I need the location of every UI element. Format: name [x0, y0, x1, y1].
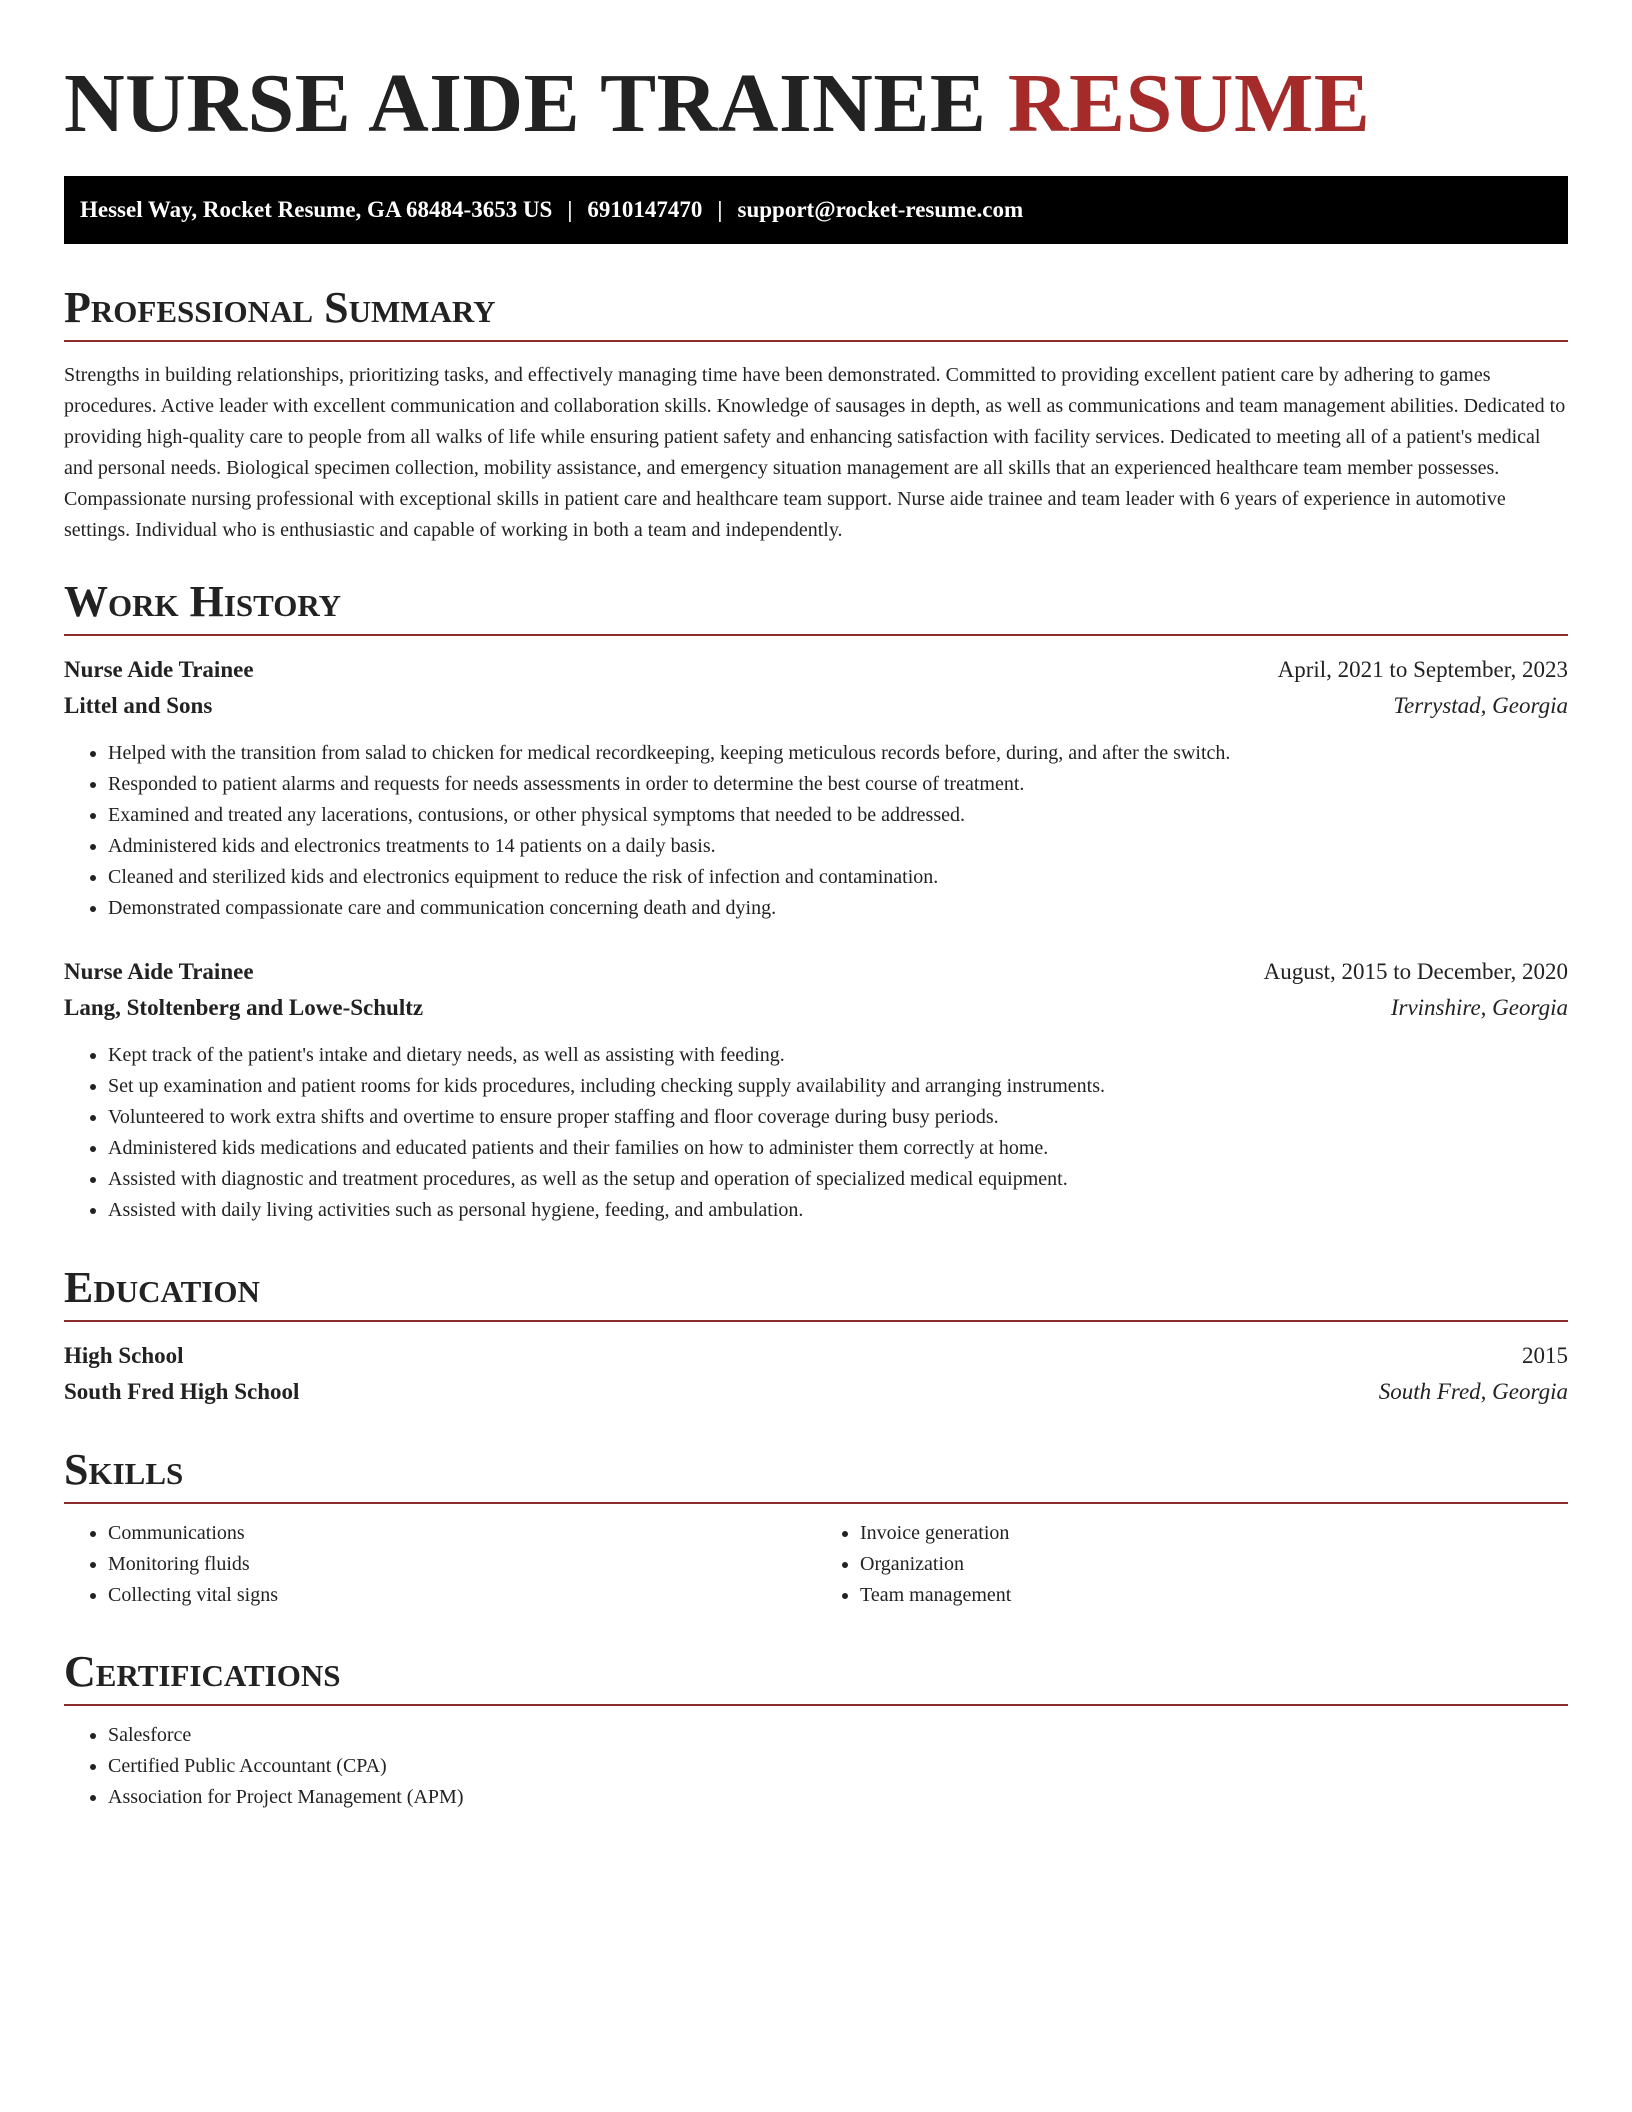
education-degree: High School — [64, 1343, 184, 1368]
list-item: • Responded to patient alarms and requests for needs assessments in order to determine the best course of treatment. — [108, 769, 1568, 800]
job-location: Terrystad, Georgia — [1393, 693, 1568, 718]
list-item: • Collecting vital signs — [108, 1580, 816, 1611]
job-company: Littel and Sons — [64, 693, 213, 718]
list-item: • Team management — [860, 1580, 1568, 1611]
list-item: • Helped with the transition from salad to chicken for medical recordkeeping, keeping meticulous records before, during, and after the switch. — [108, 738, 1568, 769]
summary-heading: Professional Summary — [64, 282, 1568, 342]
job-header-row — [64, 652, 1568, 688]
education-entry — [64, 1338, 1568, 1410]
contact-phone: 6910147470 — [587, 197, 703, 222]
education-year: 2015 — [1522, 1343, 1568, 1368]
job-header-row — [64, 954, 1568, 990]
contact-separator: | — [567, 197, 573, 222]
education-header-row — [64, 1338, 1568, 1374]
list-item: • Monitoring fluids — [108, 1549, 816, 1580]
skills-list-left — [64, 1518, 816, 1611]
education-location: South Fred, Georgia — [1378, 1379, 1568, 1404]
title-accent: RESUME — [1007, 57, 1371, 150]
list-item: • Volunteered to work extra shifts and overtime to ensure proper staffing and floor coverage during busy periods. — [108, 1102, 1568, 1133]
list-item: • Invoice generation — [860, 1518, 1568, 1549]
list-item: • Kept track of the patient's intake and dietary needs, as well as assisting with feeding. — [108, 1040, 1568, 1071]
work-history-section — [64, 576, 1568, 1226]
job-dates: April, 2021 to September, 2023 — [1277, 657, 1568, 682]
summary-section — [64, 282, 1568, 546]
contact-address: Hessel Way, Rocket Resume, GA 68484-3653 US — [80, 197, 553, 222]
contact-email[interactable]: support@rocket-resume.com — [737, 197, 1024, 222]
list-item: • Organization — [860, 1549, 1568, 1580]
contact-separator: | — [717, 197, 723, 222]
list-item: • Assisted with daily living activities such as personal hygiene, feeding, and ambulation. — [108, 1195, 1568, 1226]
job-entry — [64, 652, 1568, 924]
skills-heading: Skills — [64, 1444, 1568, 1504]
skills-section — [64, 1444, 1568, 1611]
education-school: South Fred High School — [64, 1379, 300, 1404]
job-company-row — [64, 990, 1568, 1026]
education-section — [64, 1262, 1568, 1410]
skills-list-right — [816, 1518, 1568, 1611]
job-dates: August, 2015 to December, 2020 — [1263, 959, 1568, 984]
job-company: Lang, Stoltenberg and Lowe-Schultz — [64, 995, 424, 1020]
list-item: • Cleaned and sterilized kids and electronics equipment to reduce the risk of infection and contamination. — [108, 862, 1568, 893]
contact-bar — [64, 176, 1568, 244]
work-history-heading: Work History — [64, 576, 1568, 636]
job-entry — [64, 954, 1568, 1226]
list-item: • Examined and treated any lacerations, contusions, or other physical symptoms that needed to be addressed. — [108, 800, 1568, 831]
list-item: • Assisted with diagnostic and treatment procedures, as well as the setup and operation of specialized medical equipment. — [108, 1164, 1568, 1195]
job-bullets — [64, 1040, 1568, 1226]
list-item: • Association for Project Management (APM) — [108, 1782, 1568, 1813]
job-location: Irvinshire, Georgia — [1390, 995, 1568, 1020]
list-item: • Set up examination and patient rooms for kids procedures, including checking supply availability and arranging instruments. — [108, 1071, 1568, 1102]
title-main: NURSE AIDE TRAINEE — [64, 57, 987, 150]
job-bullets — [64, 738, 1568, 924]
list-item: • Demonstrated compassionate care and communication concerning death and dying. — [108, 893, 1568, 924]
certifications-section — [64, 1646, 1568, 1813]
summary-text: Strengths in building relationships, prioritizing tasks, and effectively managing time have been demonstrated. Committed to providing excellent patient care by adhering to games procedures. Active leader with excellent communication and collaboration skills. Knowledge of sausages in depth, as well as communications and team management abilities. Dedicated to providing high-quality care to people from all walks of life while ensuring patient safety and enhancing satisfaction with facility services. Dedicated to meeting all of a patient's medical and personal needs. Biological specimen collection, mobility assistance, and emergency situation management are all skills that an experienced healthcare team member possesses. Compassionate nursing professional with exceptional skills in patient care and healthcare team support. Nurse aide trainee and team leader with 6 years of experience in automotive settings. Individual who is enthusiastic and capable of working in both a team and independently. — [64, 364, 1566, 541]
education-school-row — [64, 1374, 1568, 1410]
education-heading: Education — [64, 1262, 1568, 1322]
job-title: Nurse Aide Trainee — [64, 959, 254, 984]
certifications-heading: Certifications — [64, 1646, 1568, 1706]
list-item: • Administered kids and electronics treatments to 14 patients on a daily basis. — [108, 831, 1568, 862]
list-item: • Salesforce — [108, 1720, 1568, 1751]
job-title: Nurse Aide Trainee — [64, 657, 254, 682]
list-item: • Communications — [108, 1518, 816, 1549]
list-item: • Administered kids medications and educated patients and their families on how to administer them correctly at home. — [108, 1133, 1568, 1164]
resume-title — [64, 0, 1568, 150]
certifications-list — [64, 1720, 1568, 1813]
job-company-row — [64, 688, 1568, 724]
list-item: • Certified Public Accountant (CPA) — [108, 1751, 1568, 1782]
skills-columns — [64, 1518, 1568, 1611]
